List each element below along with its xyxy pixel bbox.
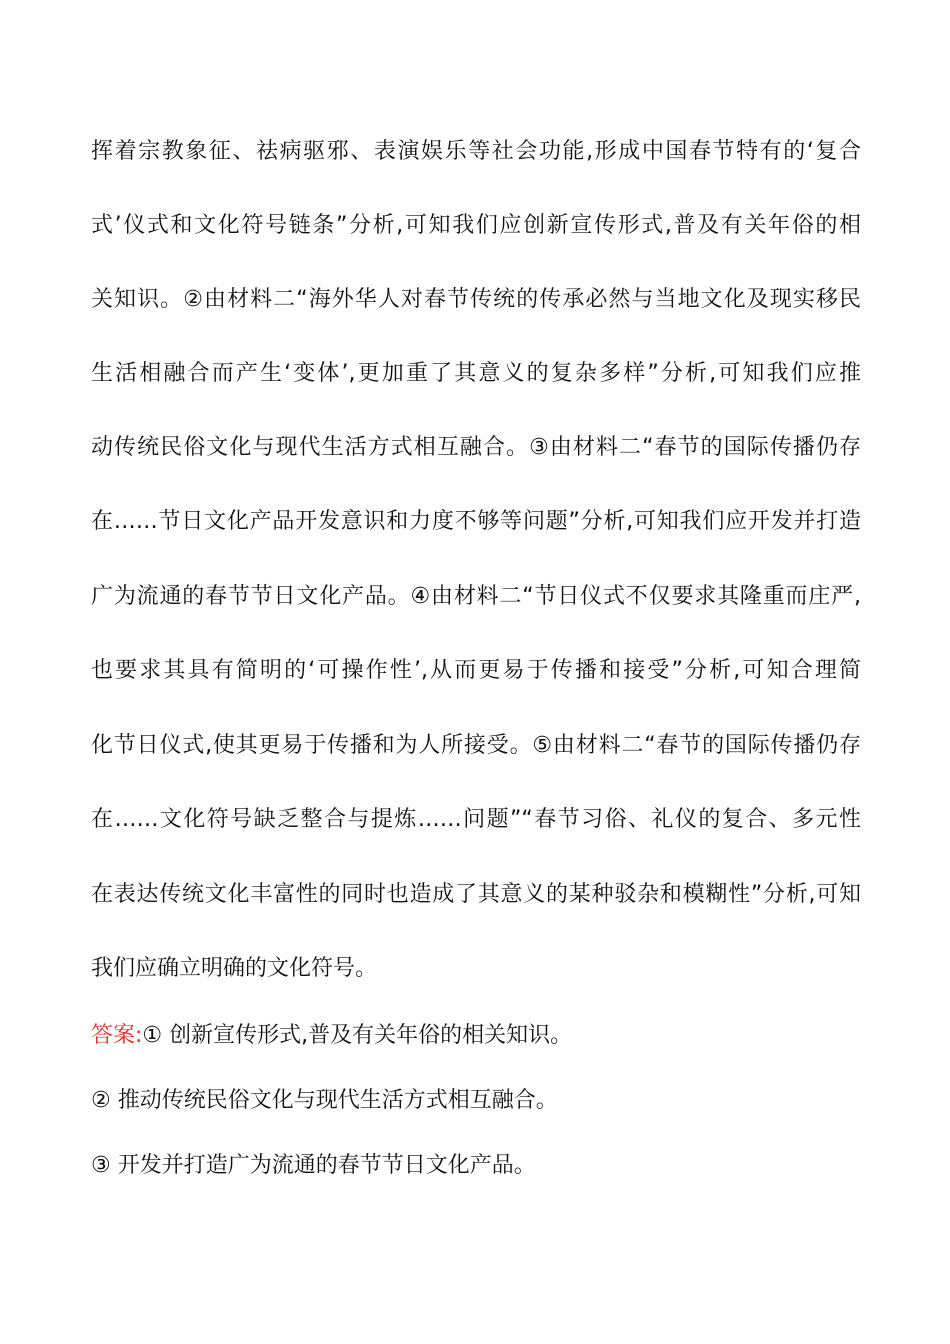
analysis-line-7: 广为流通的春节节日文化产品。④由材料二“节日仪式不仅要求其隆重而庄严,	[91, 584, 861, 609]
analysis-line-3: 关知识。②由材料二“海外华人对春节传统的传承必然与当地文化及现实移民	[91, 287, 861, 312]
answer-label: 答案:	[91, 1023, 143, 1048]
analysis-line-6: 在……节日文化产品开发意识和力度不够等问题”分析,可知我们应开发并打造	[91, 509, 861, 534]
analysis-line-8: 也要求其具有简明的‘可操作性’,从而更易于传播和接受”分析,可知合理简	[91, 658, 861, 683]
analysis-line-12: 我们应确立明确的文化符号。	[91, 956, 378, 981]
answer-item-2: ② 推动传统民俗文化与现代生活方式相互融合。	[91, 1088, 558, 1113]
analysis-line-5: 动传统民俗文化与现代生活方式相互融合。③由材料二“春节的国际传播仍存	[91, 435, 861, 460]
analysis-line-4: 生活相融合而产生‘变体’,更加重了其意义的复杂多样”分析,可知我们应推	[91, 361, 861, 386]
analysis-line-11: 在表达传统文化丰富性的同时也造成了其意义的某种驳杂和模糊性”分析,可知	[91, 882, 861, 907]
answer-line-1	[91, 1021, 861, 1051]
analysis-line-2: 式’仪式和文化符号链条”分析,可知我们应创新宣传形式,普及有关年俗的相	[91, 213, 861, 238]
analysis-line-1: 挥着宗教象征、祛病驱邪、表演娱乐等社会功能,形成中国春节特有的‘复合	[91, 139, 861, 164]
answer-item-1: ① 创新宣传形式,普及有关年俗的相关知识。	[142, 1023, 573, 1048]
analysis-line-9: 化节日仪式,使其更易于传播和为人所接受。⑤由材料二“春节的国际传播仍存	[91, 733, 861, 758]
analysis-line-10: 在……文化符号缺乏整合与提炼……问题”“春节习俗、礼仪的复合、多元性	[91, 807, 861, 832]
answer-item-3: ③ 开发并打造广为流通的春节节日文化产品。	[91, 1153, 536, 1178]
